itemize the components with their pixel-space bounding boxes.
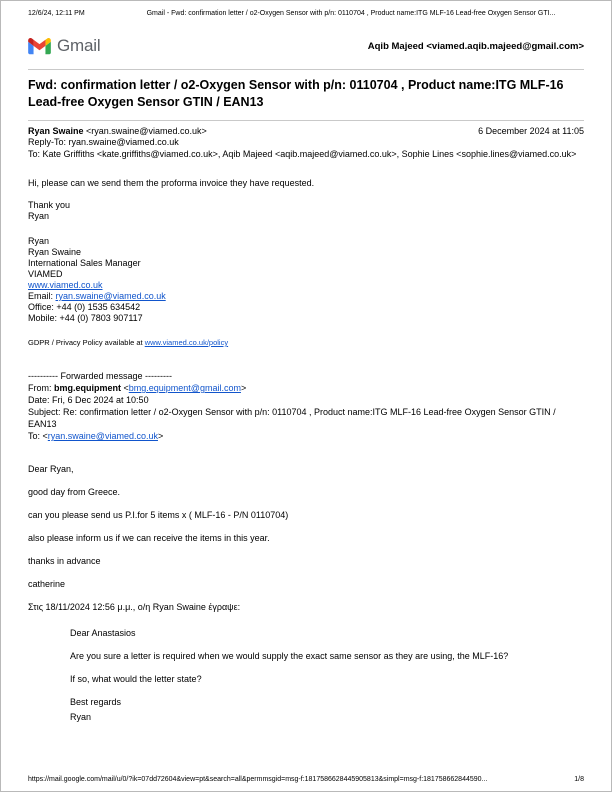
signature-block xyxy=(28,236,584,324)
gdpr-label: GDPR / Privacy Policy available at xyxy=(28,338,145,347)
forwarded-attribution-line: Στις 18/11/2024 12:56 μ.μ., ο/η Ryan Swaine έγραψε: xyxy=(28,602,241,612)
forwarded-paragraph: Dear Ryan, xyxy=(28,464,74,474)
signature-name-short: Ryan xyxy=(28,236,50,246)
gdpr-notice xyxy=(28,337,584,348)
reply-to-value: ryan.swaine@viamed.co.uk xyxy=(68,137,179,147)
angle-close: > xyxy=(157,431,164,441)
print-page-number: 1/8 xyxy=(574,776,584,783)
forwarded-from-name: bmg.equipment xyxy=(54,383,121,393)
print-footer xyxy=(28,775,584,784)
thanks-name: Ryan xyxy=(28,211,50,221)
forwarded-subject-label: Subject: xyxy=(28,407,64,417)
gmail-m-icon xyxy=(28,38,51,55)
print-timestamp: 12/6/24, 12:11 PM xyxy=(28,10,85,17)
quoted-paragraph: Are you sure a letter is required when we would supply the exact same sensor as they are using, the MLF-16? xyxy=(70,651,509,661)
signature-company: VIAMED xyxy=(28,269,63,279)
forwarded-paragraph: thanks in advance xyxy=(28,556,101,566)
forwarded-paragraph: good day from Greece. xyxy=(28,487,121,497)
forwarded-subject-value: Re: confirmation letter / o2-Oxygen Sensor with p/n: 0110704 , Product name:ITG MLF-16 Lead-free Oxygen Sensor GTIN / EAN13 xyxy=(28,407,556,429)
signature-mobile-phone: Mobile: +44 (0) 7803 907117 xyxy=(28,313,143,323)
thanks-line: Thank you xyxy=(28,200,71,210)
gmail-logo xyxy=(28,36,100,56)
email-body xyxy=(28,178,584,724)
forwarded-from-label: From: xyxy=(28,383,54,393)
quoted-paragraph: Ryan xyxy=(70,712,92,722)
gmail-header-bar xyxy=(28,36,584,56)
quoted-reply xyxy=(70,627,540,724)
from-name: Ryan Swaine xyxy=(28,125,84,136)
forwarded-paragraph: catherine xyxy=(28,579,66,589)
signature-email-line xyxy=(28,291,584,302)
viamed-website-link[interactable]: www.viamed.co.uk xyxy=(28,280,103,290)
forwarded-to-line xyxy=(28,430,584,442)
forwarded-paragraph: can you please send us P.I.for 5 items x ( MLF-16 - P/N 0110704) xyxy=(28,510,289,520)
body-intro-paragraph: Hi, please can we send them the proforma invoice they have requested. xyxy=(28,178,315,188)
forwarded-header xyxy=(28,370,584,442)
message-date: 6 December 2024 at 11:05 xyxy=(478,125,584,136)
forwarded-body xyxy=(28,464,584,613)
forwarded-subject-line xyxy=(28,406,584,430)
quoted-paragraph: If so, what would the letter state? xyxy=(70,674,202,684)
from-email: <ryan.swaine@viamed.co.uk> xyxy=(83,125,207,136)
forwarded-date-line: Date: Fri, 6 Dec 2024 at 10:50 xyxy=(28,395,149,405)
quoted-paragraph: Best regards xyxy=(70,697,122,707)
signature-name-full: Ryan Swaine xyxy=(28,247,82,257)
gmail-logo-text: Gmail xyxy=(57,36,101,55)
to-line xyxy=(28,149,584,161)
print-document-title: Gmail - Fwd: confirmation letter / o2-Oxygen Sensor with p/n: 0110704 , Product name:ITG MLF-16 Lead-free Oxygen Sensor GTI... xyxy=(146,10,556,17)
forwarded-paragraph: also please inform us if we can receive the items in this year. xyxy=(28,533,270,543)
to-recipients: Kate Griffiths <kate.griffiths@viamed.co.uk>, Aqib Majeed <aqib.majeed@viamed.co.uk>, Sophie Lines <sophie.lines@viamed.co.uk> xyxy=(42,148,577,159)
quoted-paragraph: Dear Anastasios xyxy=(70,628,136,638)
signature-website-line xyxy=(28,280,584,291)
forwarded-from-email-link[interactable]: bmg.equipment@gmail.com xyxy=(128,383,241,393)
forwarded-to-label: To: xyxy=(28,431,43,441)
reply-to-line xyxy=(28,137,584,149)
forwarded-divider: ---------- Forwarded message --------- xyxy=(28,371,172,381)
print-footer-url: https://mail.google.com/mail/u/0/?ik=07dd72604&view=pt&search=all&permmsgid=msg-f:1817586628445905813&simpl=msg-f:181758662844590... xyxy=(28,776,488,783)
signature-job-title: International Sales Manager xyxy=(28,258,141,268)
signature-email-label: Email: xyxy=(28,291,56,301)
subject-block xyxy=(28,69,584,121)
forwarded-to-email-link[interactable]: ryan.swaine@viamed.co.uk xyxy=(47,431,158,441)
from-row xyxy=(28,126,584,138)
angle-open: < xyxy=(42,431,48,441)
message-meta xyxy=(28,126,584,161)
thanks-block xyxy=(28,200,584,222)
from-line xyxy=(28,126,207,138)
signature-office-phone: Office: +44 (0) 1535 634542 xyxy=(28,302,141,312)
reply-to-label: Reply-To: xyxy=(28,137,69,147)
to-label: To: xyxy=(28,148,43,159)
print-header xyxy=(28,9,584,18)
signature-email-link[interactable]: ryan.swaine@viamed.co.uk xyxy=(55,291,166,301)
forwarded-from-line xyxy=(28,382,584,394)
account-identity: Aqib Majeed <viamed.aqib.majeed@gmail.com> xyxy=(367,40,584,52)
gdpr-policy-link[interactable]: www.viamed.co.uk/policy xyxy=(144,338,229,347)
angle-open: < xyxy=(121,383,129,393)
email-subject: Fwd: confirmation letter / o2-Oxygen Sensor with p/n: 0110704 , Product name:ITG MLF-16 Lead-free Oxygen Sensor GTIN / EAN13 xyxy=(28,78,564,110)
angle-close: > xyxy=(240,383,247,393)
